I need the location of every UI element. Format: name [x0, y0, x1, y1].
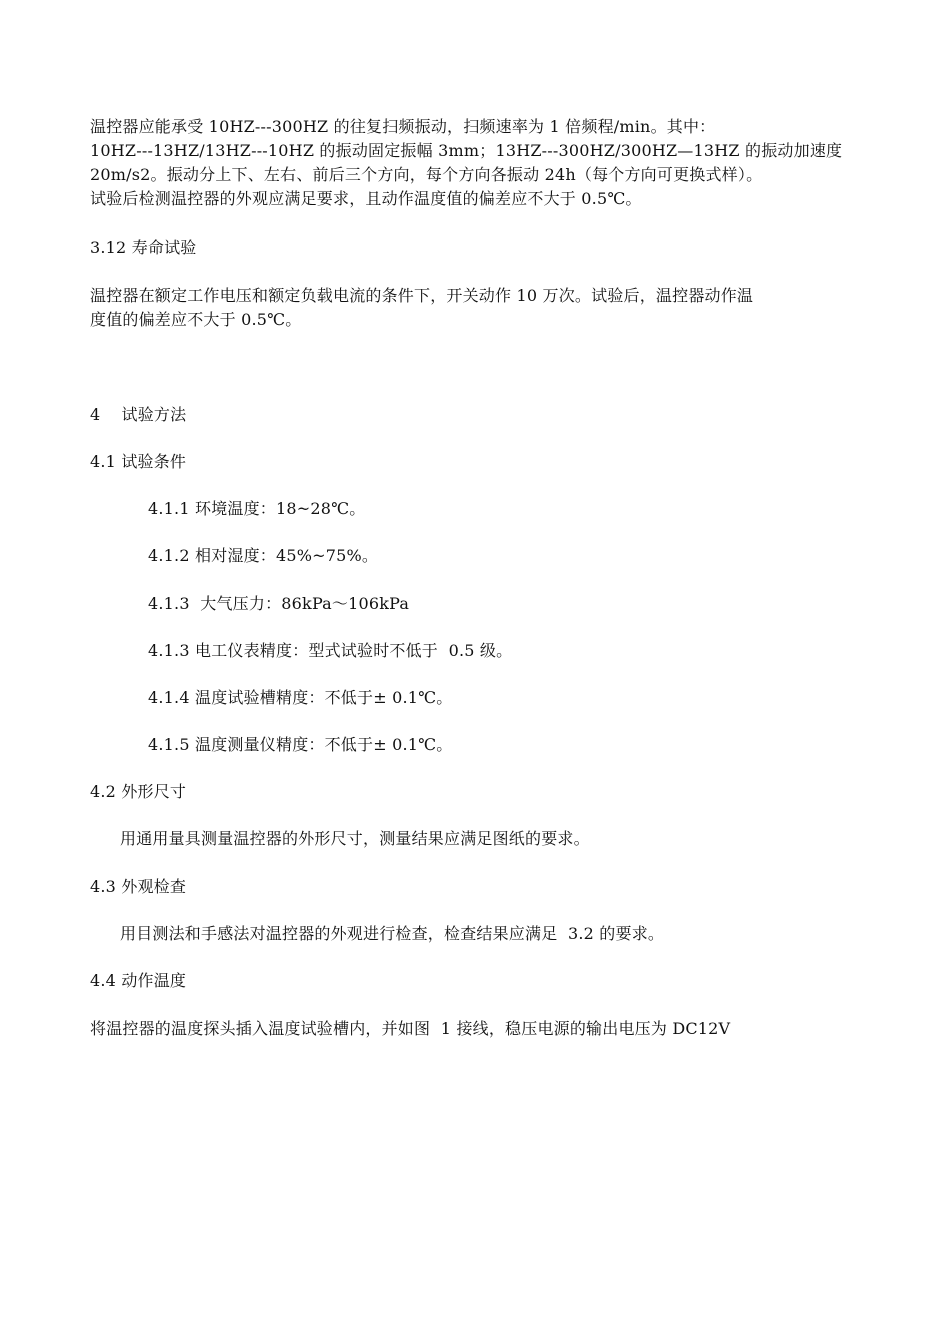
dimensions-heading: 4.2 外形尺寸	[90, 782, 187, 801]
condition-item: 4.1.5 温度测量仪精度：不低于± 0.1℃。	[148, 735, 453, 754]
action-temp-text: 将温控器的温度探头插入温度试验槽内，并如图 1 接线，稳压电源的输出电压为 DC12V	[90, 1019, 731, 1038]
test-methods-heading: 4 试验方法	[90, 405, 187, 424]
vibration-paragraph-line-2: 10HZ---13HZ/13HZ---10HZ 的振动固定振幅 3mm；13HZ---300HZ/300HZ—13HZ 的振动加速度	[90, 141, 843, 160]
life-test-heading: 3.12 寿命试验	[90, 238, 197, 257]
appearance-heading: 4.3 外观检查	[90, 877, 187, 896]
condition-item: 4.1.3 电工仪表精度：型式试验时不低于 0.5 级。	[148, 641, 513, 660]
test-conditions-heading: 4.1 试验条件	[90, 452, 187, 471]
vibration-paragraph-line-1: 温控器应能承受 10HZ---300HZ 的往复扫频振动，扫频速率为 1 倍频程/min。其中：	[90, 117, 716, 136]
condition-item: 4.1.3 大气压力：86kPa～106kPa	[148, 594, 410, 613]
life-test-paragraph-line-1: 温控器在额定工作电压和额定负载电流的条件下，开关动作 10 万次。试验后，温控器动作温	[90, 286, 754, 305]
condition-item: 4.1.2 相对湿度：45%~75%。	[148, 546, 379, 565]
condition-item: 4.1.4 温度试验槽精度：不低于± 0.1℃。	[148, 688, 453, 707]
condition-item: 4.1.1 环境温度：18~28℃。	[148, 499, 366, 518]
action-temp-heading: 4.4 动作温度	[90, 971, 187, 990]
vibration-paragraph-line-4: 试验后检测温控器的外观应满足要求，且动作温度值的偏差应不大于 0.5℃。	[90, 189, 642, 208]
dimensions-text: 用通用量具测量温控器的外形尺寸，测量结果应满足图纸的要求。	[120, 829, 590, 848]
vibration-paragraph-line-3: 20m/s2。振动分上下、左右、前后三个方向，每个方向各振动 24h（每个方向可更换式样）。	[90, 165, 763, 184]
life-test-paragraph-line-2: 度值的偏差应不大于 0.5℃。	[90, 310, 302, 329]
appearance-text: 用目测法和手感法对温控器的外观进行检查，检查结果应满足 3.2 的要求。	[120, 924, 665, 943]
